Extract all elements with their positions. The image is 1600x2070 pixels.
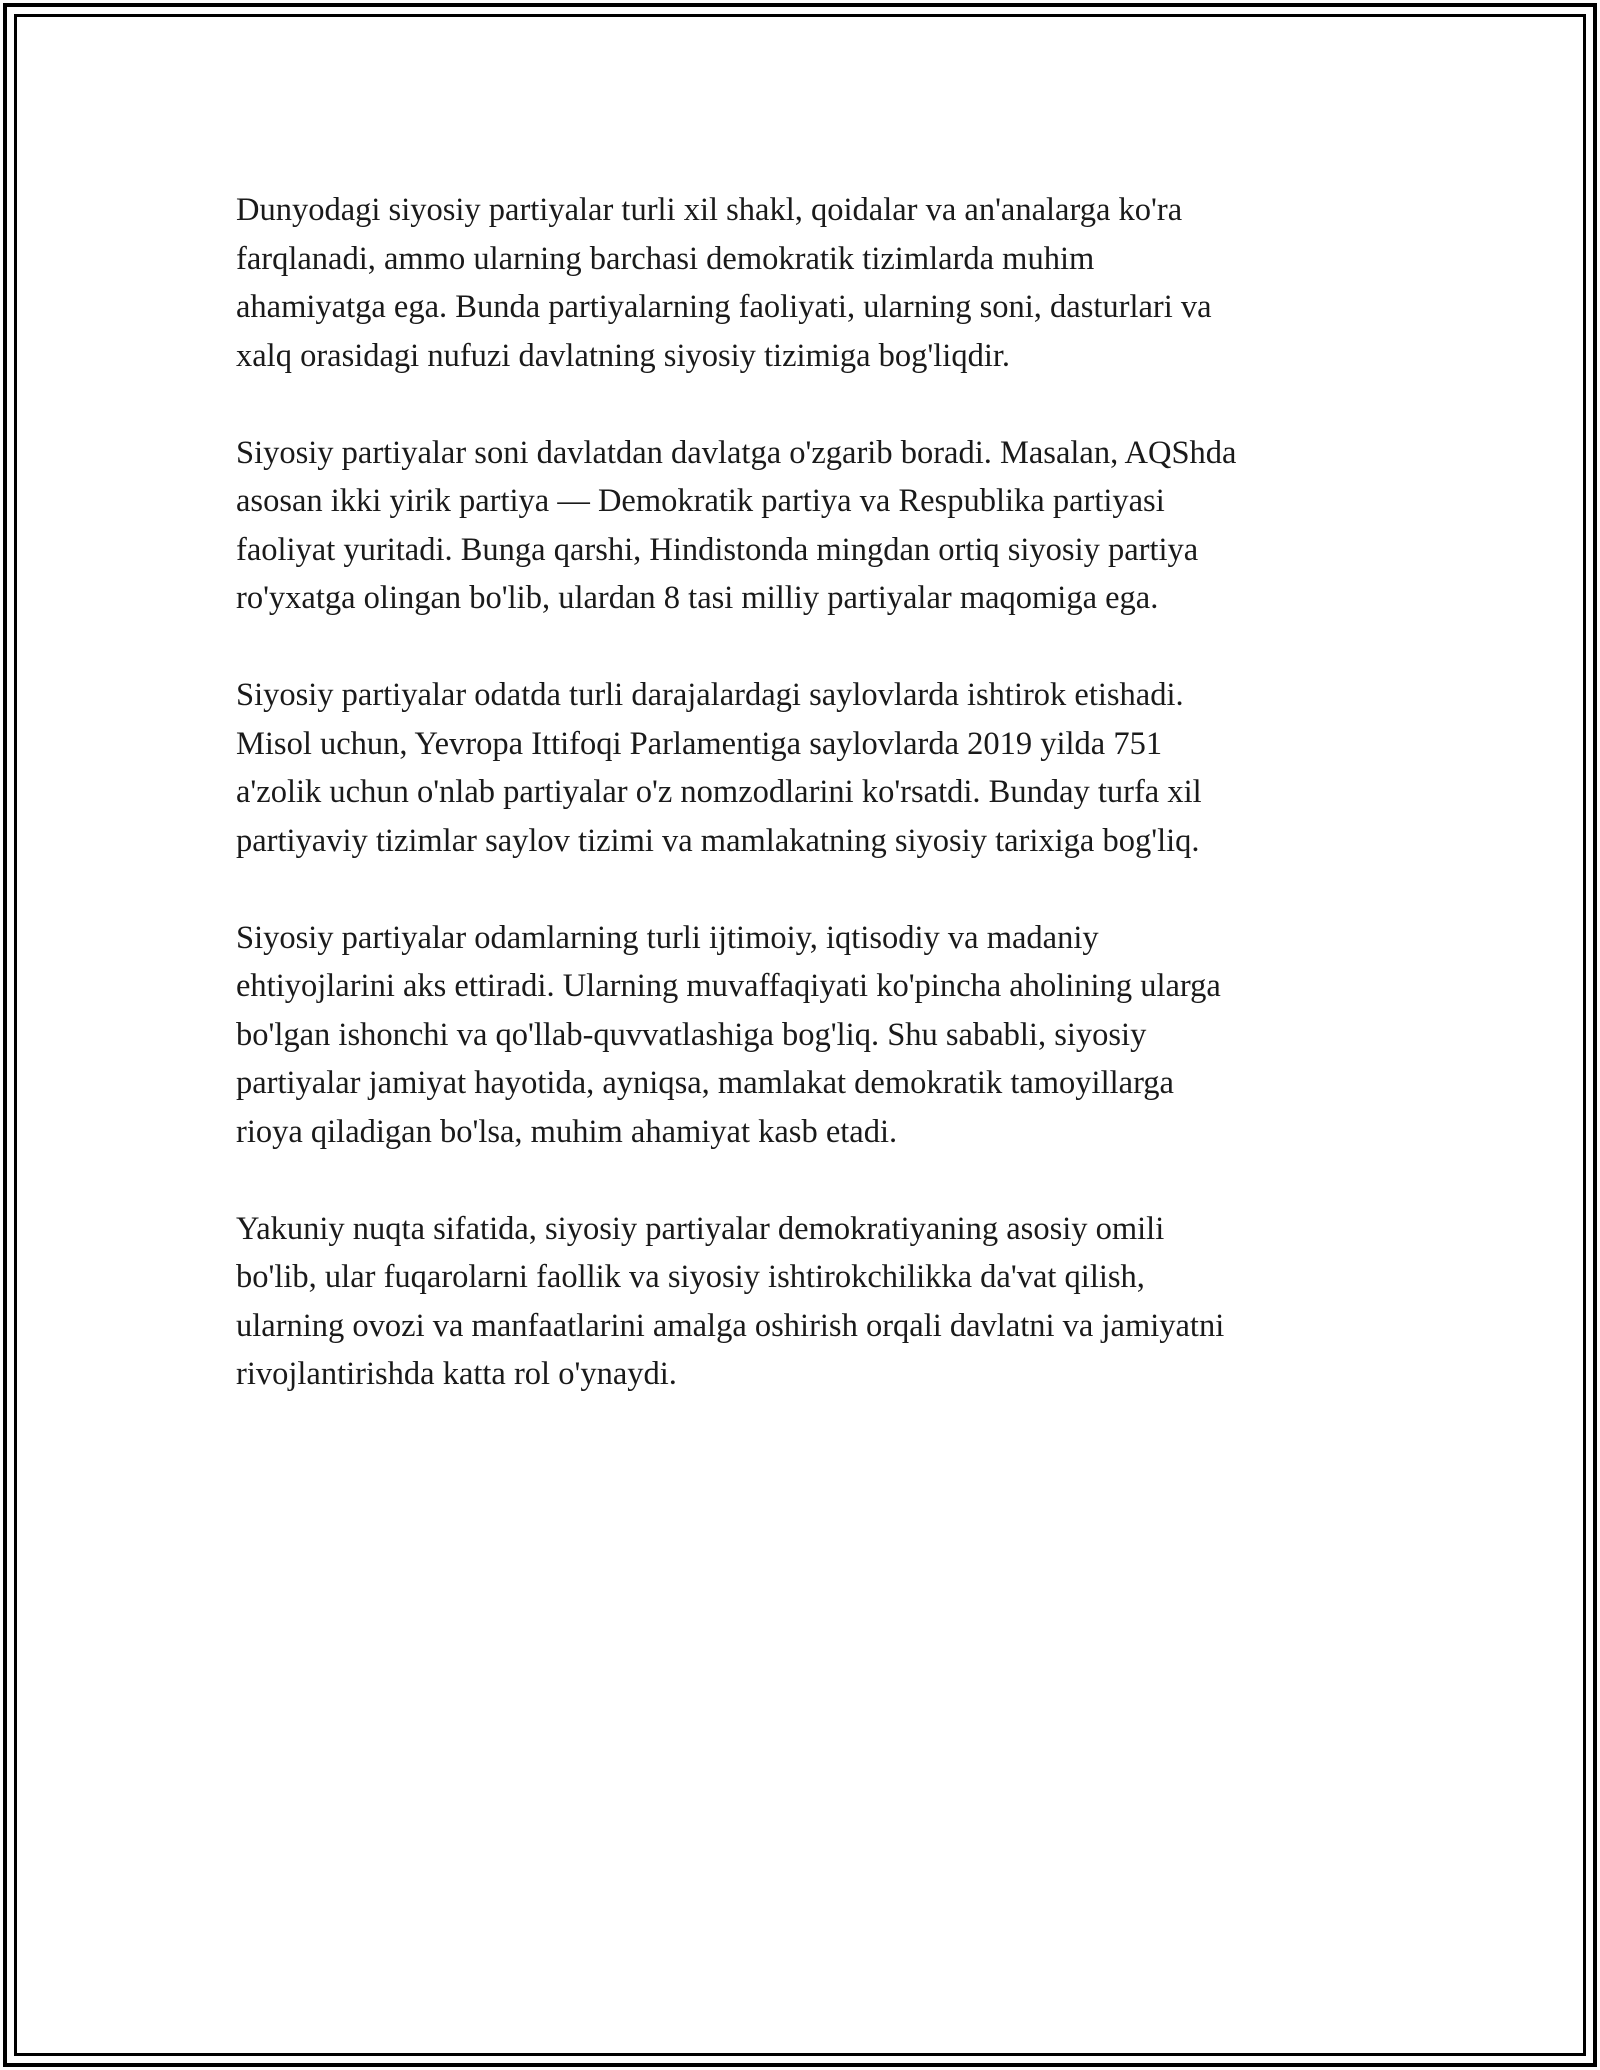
text-line: bo'lgan ishonchi va qo'llab-quvvatlashiga bog'liq. Shu sababli, siyosiy <box>236 1016 1147 1053</box>
text-line: asosan ikki yirik partiya — Demokratik partiya va Respublika partiyasi <box>236 483 1165 519</box>
paragraph-5 <box>236 1205 1376 1399</box>
text-line: Dunyodagi siyosiy partiyalar turli xil shakl, qoidalar va an'analarga ko'ra <box>236 192 1183 228</box>
text-line: Siyosiy partiyalar soni davlatdan davlatga o'zgarib boradi. Masalan, AQShda <box>236 434 1237 471</box>
text-line: Yakuniy nuqta sifatida, siyosiy partiyalar demokratiyaning asosiy omili <box>236 1210 1165 1247</box>
text-line: Siyosiy partiyalar odatda turli darajalardagi saylovlarda ishtirok etishadi. <box>236 677 1184 713</box>
text-line: ehtiyojlarini aks ettiradi. Ularning muvaffaqiyati ko'pincha aholining ularga <box>236 968 1221 1004</box>
text-line: xalq orasidagi nufuzi davlatning siyosiy tizimiga bog'liqdir. <box>236 337 1011 374</box>
text-line: a'zolik uchun o'nlab partiyalar o'z nomzodlarini ko'rsatdi. Bunday turfa xil <box>236 774 1202 810</box>
paragraph-1 <box>236 186 1376 380</box>
text-line: partiyalar jamiyat hayotida, ayniqsa, mamlakat demokratik tamoyillarga <box>236 1065 1174 1101</box>
paragraph-2 <box>236 429 1376 623</box>
text-line: Misol uchun, Yevropa Ittifoqi Parlamentiga saylovlarda 2019 yilda 751 <box>236 725 1163 762</box>
text-line: rivojlantirishda katta rol o'ynaydi. <box>236 1356 677 1392</box>
text-line: ularning ovozi va manfaatlarini amalga oshirish orqali davlatni va jamiyatni <box>236 1307 1225 1344</box>
text-line: Siyosiy partiyalar odamlarning turli ijtimoiy, iqtisodiy va madaniy <box>236 919 1099 956</box>
text-line: ro'yxatga olingan bo'lib, ulardan 8 tasi milliy partiyalar maqomiga ega. <box>236 580 1159 616</box>
text-line: rioya qiladigan bo'lsa, muhim ahamiyat kasb etadi. <box>236 1113 898 1150</box>
text-line: bo'lib, ular fuqarolarni faollik va siyosiy ishtirokchilikka da'vat qilish, <box>236 1259 1145 1295</box>
paragraph-4 <box>236 914 1376 1157</box>
text-line: faoliyat yuritadi. Bunga qarshi, Hindistonda mingdan ortiq siyosiy partiya <box>236 531 1199 568</box>
text-line: farqlanadi, ammo ularning barchasi demokratik tizimlarda muhim <box>236 240 1095 277</box>
document-body <box>236 186 1376 1447</box>
text-line: ahamiyatga ega. Bunda partiyalarning faoliyati, ularning soni, dasturlari va <box>236 289 1212 325</box>
paragraph-3 <box>236 671 1376 865</box>
text-line: partiyaviy tizimlar saylov tizimi va mamlakatning siyosiy tarixiga bog'liq. <box>236 822 1200 859</box>
